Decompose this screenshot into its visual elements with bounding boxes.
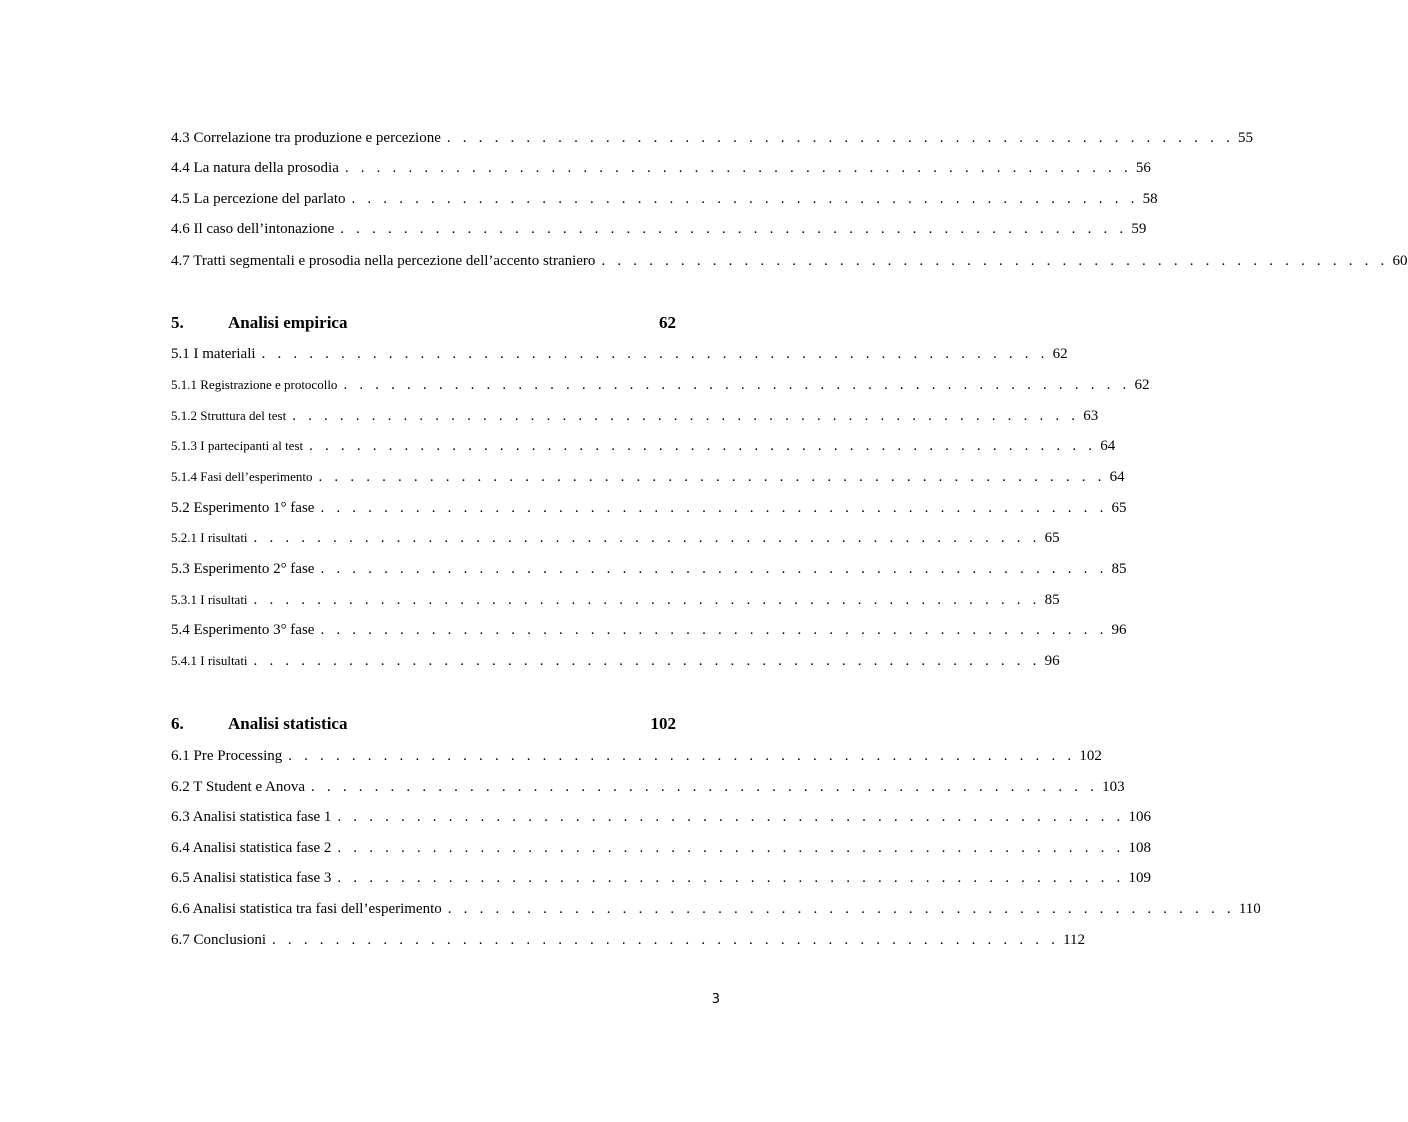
- toc-entry-label: 4.5 La percezione del parlato: [171, 191, 346, 207]
- toc-entry-page: 64: [1100, 438, 1116, 454]
- toc-leader-dots: . . . . . . . . . . . . . . . . . . . . . . . . . . . . . . . . . . . . . . . . . . . . . . . . . .: [320, 561, 1108, 577]
- toc-leader-dots: . . . . . . . . . . . . . . . . . . . . . . . . . . . . . . . . . . . . . . . . . . . . . . . . . .: [253, 653, 1041, 669]
- toc-leader-dots: . . . . . . . . . . . . . . . . . . . . . . . . . . . . . . . . . . . . . . . . . . . . . . . . . .: [446, 130, 1234, 146]
- toc-entry-page: 65: [1111, 500, 1127, 516]
- toc-entry-page: 63: [1083, 408, 1099, 424]
- toc-entry-label: 5.1 I materiali: [171, 346, 256, 362]
- chapter-page: 62: [659, 313, 676, 332]
- toc-entry-page: 55: [1237, 130, 1253, 146]
- toc-leader-dots: . . . . . . . . . . . . . . . . . . . . . . . . . . . . . . . . . . . . . . . . . . . . . . . . . .: [318, 469, 1106, 485]
- toc-entry-6-1[interactable]: [171, 746, 1102, 766]
- toc-entry-5-4[interactable]: [171, 620, 1127, 640]
- toc-entry-6-5[interactable]: [171, 868, 1151, 888]
- toc-leader-dots: . . . . . . . . . . . . . . . . . . . . . . . . . . . . . . . . . . . . . . . . . . . . . . . . . .: [292, 408, 1080, 424]
- toc-entry-page: 96: [1044, 653, 1060, 669]
- toc-entry-4-7[interactable]: [171, 251, 1408, 271]
- toc-entry-page: 58: [1142, 191, 1158, 207]
- toc-entry-page: 112: [1063, 932, 1086, 948]
- toc-entry-5-1[interactable]: [171, 344, 1068, 364]
- toc-entry-label: 6.1 Pre Processing: [171, 748, 283, 764]
- toc-leader-dots: . . . . . . . . . . . . . . . . . . . . . . . . . . . . . . . . . . . . . . . . . . . . . . . . . .: [320, 622, 1108, 638]
- toc-entry-6-7[interactable]: [171, 930, 1086, 950]
- page-number: 3: [711, 992, 720, 1007]
- toc-entry-page: 85: [1111, 561, 1127, 577]
- toc-entry-label: 5.4.1 I risultati: [171, 653, 248, 668]
- toc-entry-5-4-1[interactable]: [171, 651, 1060, 671]
- toc-entry-label: 5.1.2 Struttura del test: [171, 408, 287, 423]
- toc-entry-page: 65: [1044, 530, 1060, 546]
- toc-leader-dots: . . . . . . . . . . . . . . . . . . . . . . . . . . . . . . . . . . . . . . . . . . . . . . . . . .: [311, 779, 1099, 795]
- toc-leader-dots: . . . . . . . . . . . . . . . . . . . . . . . . . . . . . . . . . . . . . . . . . . . . . . . . . .: [344, 160, 1132, 176]
- toc-entry-page: 106: [1128, 809, 1151, 825]
- chapter-title: Analisi statistica: [228, 714, 348, 733]
- toc-entry-label: 6.7 Conclusioni: [171, 932, 267, 948]
- toc-entry-page: 85: [1044, 592, 1060, 608]
- chapter-number: 5.: [171, 313, 184, 332]
- toc-entry-page: 110: [1238, 901, 1261, 917]
- toc-entry-4-6[interactable]: [171, 219, 1147, 239]
- toc-entry-5-2-1[interactable]: [171, 528, 1060, 548]
- toc-entry-5-2[interactable]: [171, 498, 1127, 518]
- toc-entry-page: 103: [1102, 779, 1125, 795]
- toc-entry-page: 102: [1079, 748, 1102, 764]
- chapter-title: Analisi empirica: [228, 313, 348, 332]
- chapter-page: 102: [650, 714, 676, 733]
- toc-leader-dots: . . . . . . . . . . . . . . . . . . . . . . . . . . . . . . . . . . . . . . . . . . . . . . . . . .: [320, 500, 1108, 516]
- toc-leader-dots: . . . . . . . . . . . . . . . . . . . . . . . . . . . . . . . . . . . . . . . . . . . . . . . . . .: [343, 377, 1131, 393]
- toc-leader-dots: . . . . . . . . . . . . . . . . . . . . . . . . . . . . . . . . . . . . . . . . . . . . . . . . . .: [253, 592, 1041, 608]
- toc-leader-dots: . . . . . . . . . . . . . . . . . . . . . . . . . . . . . . . . . . . . . . . . . . . . . . . . . .: [337, 809, 1125, 825]
- toc-entry-5-1-4[interactable]: [171, 467, 1125, 487]
- toc-entry-label: 5.4 Esperimento 3° fase: [171, 622, 315, 638]
- toc-entry-5-1-1[interactable]: [171, 375, 1150, 395]
- toc-entry-label: 5.2.1 I risultati: [171, 530, 248, 545]
- toc-entry-5-1-3[interactable]: [171, 436, 1116, 456]
- toc-entry-label: 5.1.1 Registrazione e protocollo: [171, 377, 338, 392]
- toc-entry-6-2[interactable]: [171, 777, 1125, 797]
- toc-entry-label: 5.3 Esperimento 2° fase: [171, 561, 315, 577]
- toc-entry-label: 4.4 La natura della prosodia: [171, 160, 339, 176]
- chapter-heading-5[interactable]: [171, 311, 676, 335]
- toc-entry-4-3[interactable]: [171, 128, 1253, 148]
- toc-entry-label: 5.1.4 Fasi dell’esperimento: [171, 469, 313, 484]
- toc-leader-dots: . . . . . . . . . . . . . . . . . . . . . . . . . . . . . . . . . . . . . . . . . . . . . . . . . .: [351, 191, 1139, 207]
- toc-leader-dots: . . . . . . . . . . . . . . . . . . . . . . . . . . . . . . . . . . . . . . . . . . . . . . . . . .: [337, 870, 1125, 886]
- toc-leader-dots: . . . . . . . . . . . . . . . . . . . . . . . . . . . . . . . . . . . . . . . . . . . . . . . . . .: [601, 253, 1389, 269]
- toc-entry-label: 5.1.3 I partecipanti al test: [171, 438, 304, 453]
- toc-entry-5-3[interactable]: [171, 559, 1127, 579]
- toc-entry-page: 64: [1109, 469, 1125, 485]
- toc-leader-dots: . . . . . . . . . . . . . . . . . . . . . . . . . . . . . . . . . . . . . . . . . . . . . . . . . .: [337, 840, 1125, 856]
- toc-entry-page: 108: [1128, 840, 1151, 856]
- chapter-heading-6[interactable]: [171, 712, 676, 736]
- chapter-number: 6.: [171, 714, 184, 733]
- toc-leader-dots: . . . . . . . . . . . . . . . . . . . . . . . . . . . . . . . . . . . . . . . . . . . . . . . . . .: [288, 748, 1076, 764]
- toc-entry-6-4[interactable]: [171, 838, 1151, 858]
- toc-entry-label: 4.7 Tratti segmentali e prosodia nella percezione dell’accento straniero: [171, 253, 596, 269]
- toc-entry-label: 5.3.1 I risultati: [171, 592, 248, 607]
- toc-entry-4-5[interactable]: [171, 189, 1158, 209]
- toc-entry-label: 6.5 Analisi statistica fase 3: [171, 870, 332, 886]
- toc-entry-page: 59: [1131, 221, 1147, 237]
- toc-entry-label: 6.6 Analisi statistica tra fasi dell’esperimento: [171, 901, 442, 917]
- toc-leader-dots: . . . . . . . . . . . . . . . . . . . . . . . . . . . . . . . . . . . . . . . . . . . . . . . . . .: [447, 901, 1235, 917]
- toc-entry-page: 60: [1392, 253, 1408, 269]
- toc-entry-6-3[interactable]: [171, 807, 1151, 827]
- toc-entry-5-3-1[interactable]: [171, 590, 1060, 610]
- toc-entry-page: 56: [1135, 160, 1151, 176]
- toc-entry-label: 5.2 Esperimento 1° fase: [171, 500, 315, 516]
- toc-leader-dots: . . . . . . . . . . . . . . . . . . . . . . . . . . . . . . . . . . . . . . . . . . . . . . . . . .: [309, 438, 1097, 454]
- toc-entry-page: 96: [1111, 622, 1127, 638]
- toc-leader-dots: . . . . . . . . . . . . . . . . . . . . . . . . . . . . . . . . . . . . . . . . . . . . . . . . . .: [272, 932, 1060, 948]
- toc-entry-page: 62: [1134, 377, 1150, 393]
- toc-entry-label: 6.3 Analisi statistica fase 1: [171, 809, 332, 825]
- toc-entry-5-1-2[interactable]: [171, 406, 1099, 426]
- toc-entry-6-6[interactable]: [171, 899, 1261, 919]
- toc-entry-page: 109: [1128, 870, 1151, 886]
- toc-entry-label: 6.4 Analisi statistica fase 2: [171, 840, 332, 856]
- toc-leader-dots: . . . . . . . . . . . . . . . . . . . . . . . . . . . . . . . . . . . . . . . . . . . . . . . . . .: [253, 530, 1041, 546]
- toc-entry-4-4[interactable]: [171, 158, 1151, 178]
- toc-entry-label: 4.3 Correlazione tra produzione e percezione: [171, 130, 441, 146]
- toc-leader-dots: . . . . . . . . . . . . . . . . . . . . . . . . . . . . . . . . . . . . . . . . . . . . . . . . . .: [261, 346, 1049, 362]
- toc-entry-label: 4.6 Il caso dell’intonazione: [171, 221, 335, 237]
- toc-entry-page: 62: [1052, 346, 1068, 362]
- toc-leader-dots: . . . . . . . . . . . . . . . . . . . . . . . . . . . . . . . . . . . . . . . . . . . . . . . . . .: [340, 221, 1128, 237]
- toc-entry-label: 6.2 T Student e Anova: [171, 779, 306, 795]
